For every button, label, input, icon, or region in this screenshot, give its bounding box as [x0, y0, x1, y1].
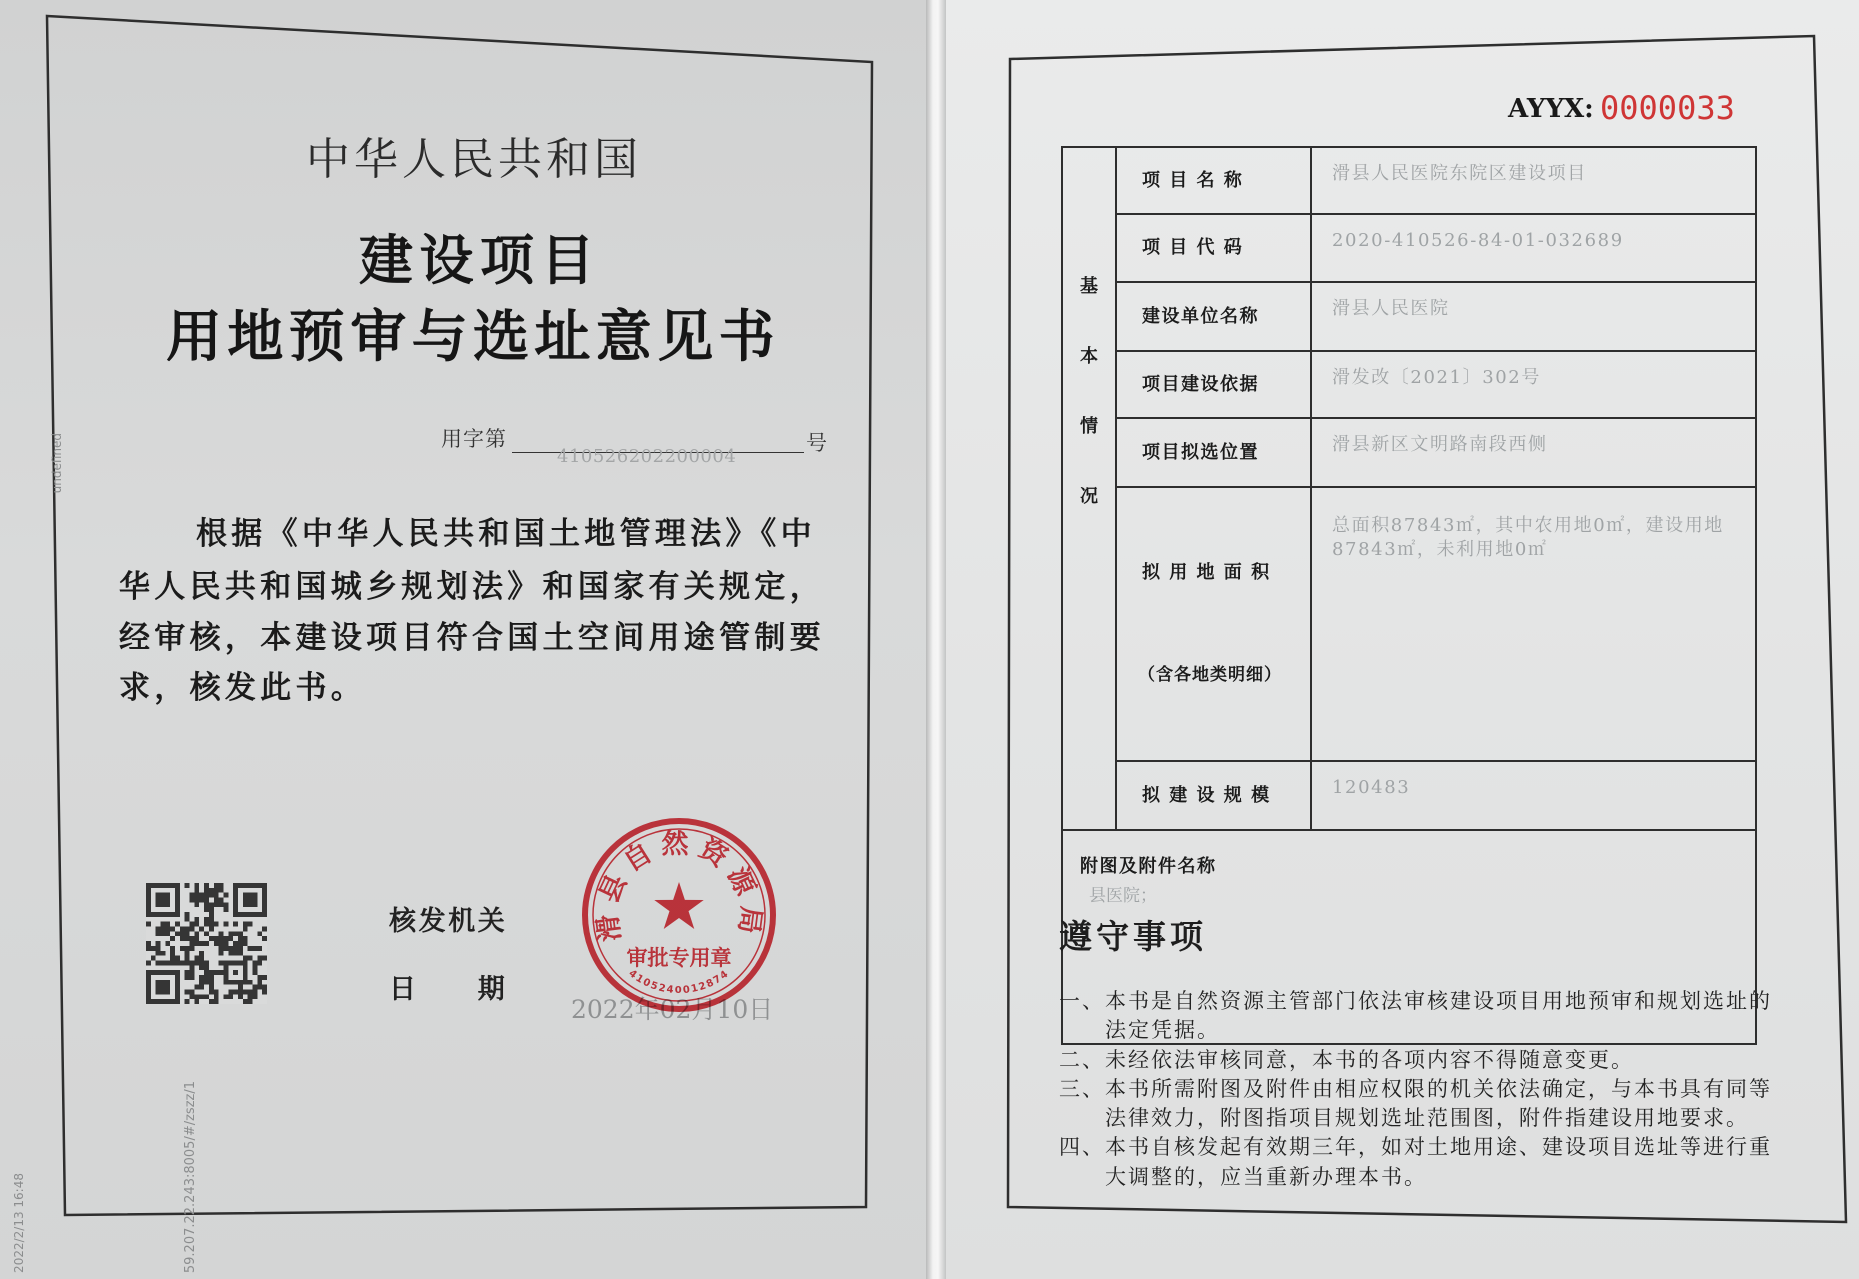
list-item	[1059, 987, 1772, 1046]
book-spine	[926, 0, 946, 1279]
list-item	[1059, 1133, 1772, 1192]
side-mark-url: 59.207.22.243:8005/#/zszz/1	[183, 1080, 198, 1273]
section-label-cell	[1062, 147, 1116, 830]
row-label: 建设单位名称	[1116, 282, 1311, 351]
list-item	[1059, 1046, 1772, 1075]
serial-number: 410526202200004	[557, 446, 737, 467]
table-row	[1062, 147, 1756, 214]
seal-org-text: 滑县自然资源局	[591, 829, 767, 944]
side-mark-timestamp: 2022/2/13 16:48	[12, 1173, 26, 1273]
table-row	[1062, 282, 1756, 351]
row-value: 120483	[1311, 761, 1756, 830]
row-value: 滑发改〔2021〕302号	[1311, 351, 1756, 418]
table-row	[1062, 487, 1756, 761]
qr-code-icon	[146, 883, 267, 1004]
table-row	[1062, 418, 1756, 487]
section-label-char: 本	[1080, 346, 1098, 367]
attachments-label: 附图及附件名称	[1080, 856, 1217, 877]
section-label-char: 况	[1080, 486, 1098, 507]
seal-purpose-text: 审批专用章	[626, 946, 732, 970]
body-text-line: 经审核，本建设项目符合国土空间用途管制要	[119, 620, 825, 656]
row-value-line: 总面积87843㎡，其中农用地0㎡，建设用地	[1332, 515, 1724, 536]
row-label-note: （含各地类明细）	[1138, 665, 1282, 685]
row-value: 2020-410526-84-01-032689	[1311, 214, 1756, 282]
official-seal	[577, 813, 781, 1017]
row-value-line: 87843㎡，未利用地0㎡	[1332, 539, 1548, 560]
notice-line: 三、本书所需附图及附件由相应权限的机关依法确定，与本书具有同等	[1059, 1076, 1772, 1101]
row-value-cell	[1311, 487, 1756, 761]
notice-line: 法律效力，附图指项目规划选址范围图，附件指建设用地要求。	[1105, 1106, 1749, 1131]
table-row	[1062, 761, 1756, 830]
document-title-line1: 建设项目	[359, 229, 601, 292]
notice-line: 一、本书是自然资源主管部门依法审核建设项目用地预审和规划选址的	[1059, 989, 1772, 1013]
list-item	[1059, 1075, 1772, 1134]
body-text-line: 根据《中华人民共和国土地管理法》《中	[196, 516, 816, 552]
body-text-line: 求，核发此书。	[119, 670, 367, 706]
side-mark-undefined: undefined	[50, 433, 64, 494]
table-row	[1062, 351, 1756, 418]
row-label: 项 目 代 码	[1116, 214, 1311, 282]
row-value: 滑县人民医院东院区建设项目	[1311, 147, 1756, 214]
notice-line: 四、本书自核发起有效期三年，如对土地用途、建设项目选址等进行重	[1059, 1135, 1772, 1160]
notice-line: 法定凭据。	[1105, 1018, 1220, 1043]
serial-prefix: 用字第	[441, 427, 507, 451]
issuer-label: 核发机关	[389, 906, 508, 937]
issue-date: 2022年02月10日	[571, 995, 774, 1024]
notice-line: 二、未经依法审核同意，本书的各项内容不得随意变更。	[1059, 1047, 1634, 1072]
notice-title: 遵守事项	[1059, 917, 1207, 956]
serial-suffix: 号	[806, 431, 827, 455]
date-label: 日 期	[389, 974, 508, 1005]
table-row	[1062, 214, 1756, 282]
row-label: 项 目 名 称	[1116, 147, 1311, 214]
certificate-prefix: AYYX:	[1508, 94, 1594, 124]
notice-line: 大调整的，应当重新办理本书。	[1105, 1164, 1427, 1189]
star-icon	[654, 882, 703, 929]
row-value: 滑县新区文明路南段西侧	[1311, 418, 1756, 487]
row-label: 项目拟选位置	[1116, 418, 1311, 487]
basic-info-table	[1061, 146, 1757, 1045]
attachments-value: 县医院；	[1089, 886, 1157, 906]
row-label: 拟 建 设 规 模	[1116, 761, 1311, 830]
body-text-line: 华人民共和国城乡规划法》和国家有关规定，	[119, 569, 825, 605]
row-value: 滑县人民医院	[1311, 282, 1756, 351]
seal-code-text: 4105240012874	[626, 968, 732, 997]
row-label-cell	[1116, 487, 1311, 761]
section-label-char: 基	[1080, 276, 1098, 297]
country-name: 中华人民共和国	[306, 134, 642, 185]
certificate-number: 0000033	[1600, 89, 1735, 127]
document-title-line2: 用地预审与选址意见书	[166, 305, 780, 370]
row-label: 项目建设依据	[1116, 351, 1311, 418]
section-label-char: 情	[1080, 416, 1098, 437]
row-label: 拟 用 地 面 积	[1142, 562, 1271, 583]
notice-list	[1059, 987, 1772, 1192]
